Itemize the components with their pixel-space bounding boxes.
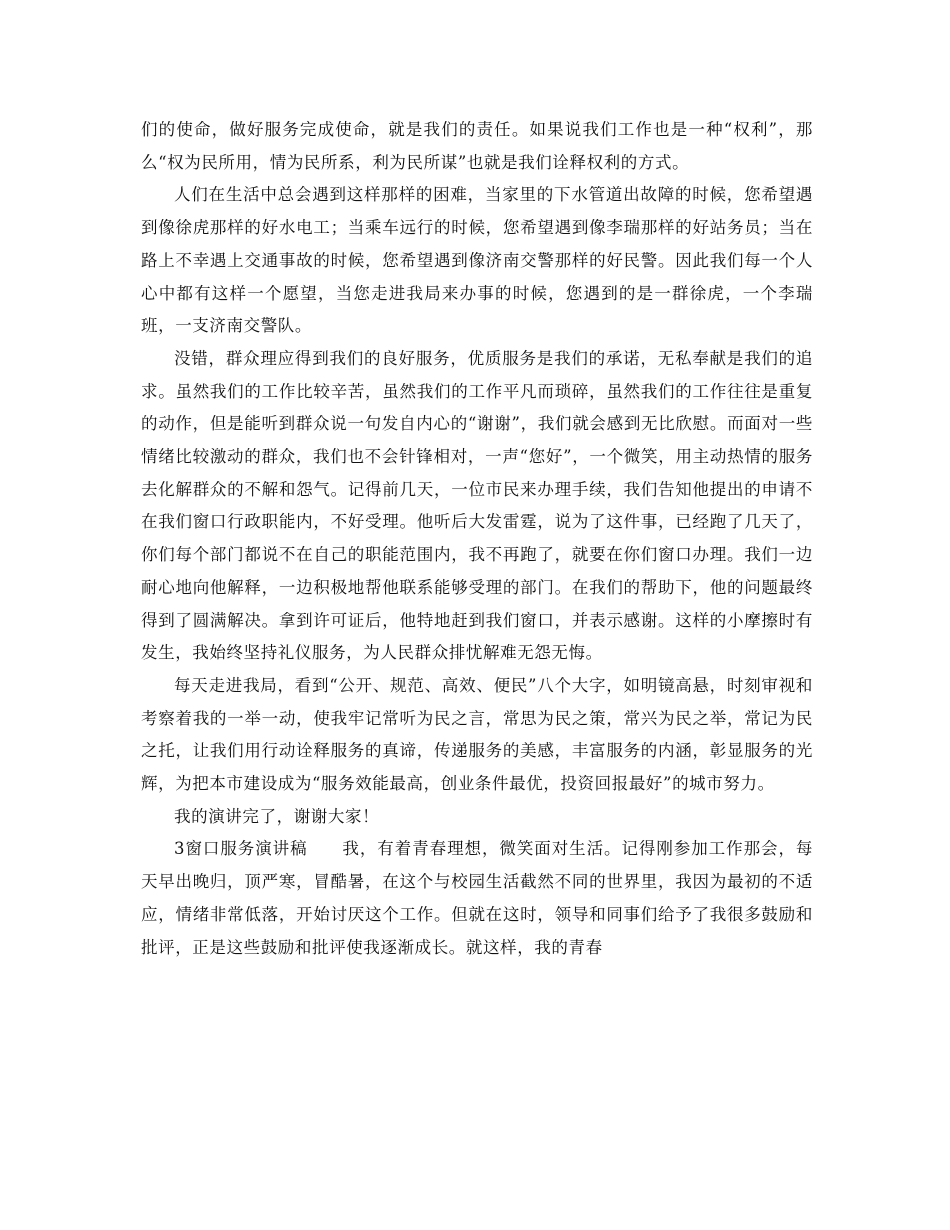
- paragraph-speech-3: 3窗口服务演讲稿 我，有着青春理想，微笑面对生活。记得刚参加工作那会，每天早出晚归，顶严寒，冒酷暑，在这个与校园生活截然不同的世界里，我因为最初的不适应，情绪非常低落，开始讨厌这个工作。但就在这时，领导和同事们给予了我很多鼓励和批评，正是这些鼓励和批评使我逐渐成长。就这样，我的青春: [141, 839, 813, 957]
- document-body: [141, 114, 813, 964]
- paragraph-daily-motto: 每天走进我局，看到“公开、规范、高效、便民”八个大字，如明镜高悬，时刻审视和考察着我的一举一动，使我牢记常听为民之言，常思为民之策，常兴为民之举，常记为民之托，让我们用行动诠释服务的真谛，传递服务的美感，丰富服务的内涵，彰显服务的光辉，为把本市建设成为“服务效能最高，创业条件最优，投资回报最好”的城市努力。: [141, 675, 813, 794]
- paragraph-continued: 们的使命，做好服务完成使命，就是我们的责任。如果说我们工作也是一种“权利”，那么“权为民所用，情为民所系，利为民所谋”也就是我们诠释权利的方式。: [141, 120, 813, 172]
- paragraph-difficulties: 人们在生活中总会遇到这样那样的困难，当家里的下水管道出故障的时候，您希望遇到像徐虎那样的好水电工；当乘车远行的时候，您希望遇到像李瑞那样的好站务员；当在路上不幸遇上交通事故的时候，您希望遇到像济南交警那样的好民警。因此我们每一个人心中都有这样一个愿望，当您走进我局来办事的时候，您遇到的是一群徐虎，一个李瑞班，一支济南交警队。: [141, 185, 813, 336]
- paragraph-closing: 我的演讲完了，谢谢大家！: [174, 806, 380, 826]
- paragraph-service-commitment: 没错，群众理应得到我们的良好服务，优质服务是我们的承诺，无私奉献是我们的追求。虽然我们的工作比较辛苦，虽然我们的工作平凡而琐碎，虽然我们的工作往往是重复的动作，但是能听到群众说一句发自内心的“谢谢”，我们就会感到无比欣慰。而面对一些情绪比较激动的群众，我们也不会针锋相对，一声“您好”，一个微笑，用主动热情的服务去化解群众的不解和怨气。记得前几天，一位市民来办理手续，我们告知他提出的申请不在我们窗口行政职能内，不好受理。他听后大发雷霆，说为了这件事，已经跑了几天了，你们每个部门都说不在自己的职能范围内，我不再跑了，就要在你们窗口办理。我们一边耐心地向他解释，一边积极地帮他联系能够受理的部门。在我们的帮助下，他的问题最终得到了圆满解决。拿到许可证后，他特地赶到我们窗口，并表示感谢。这样的小摩擦时有发生，我始终坚持礼仪服务，为人民群众排忧解难无怨无悔。: [141, 348, 813, 663]
